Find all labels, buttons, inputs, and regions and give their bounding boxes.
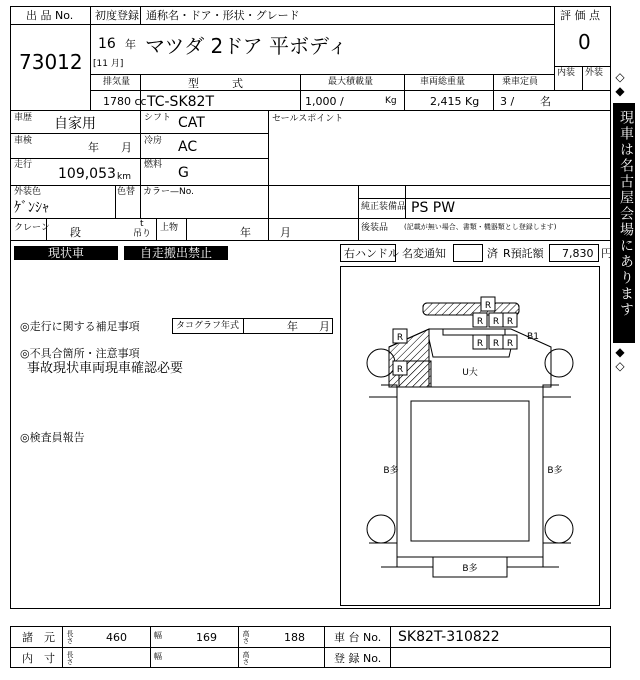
mileage-value: 109,053 — [58, 166, 116, 182]
upper-year: 年 — [240, 226, 251, 239]
interior-rating-label: 内装 — [557, 68, 576, 78]
interior-height-label: 高さ — [242, 651, 250, 665]
damage-mark-b-right: B多 — [547, 466, 563, 476]
lot-label: 出 品 No. — [26, 9, 74, 22]
mileage-unit: km — [117, 172, 131, 182]
rating-value: 0 — [578, 30, 591, 54]
chassis-label: 車 台 No. — [334, 631, 382, 644]
defects-text: 事故現状車両現車確認必要 — [27, 361, 184, 376]
model-label: 型 式 — [188, 77, 243, 90]
fuel-value: G — [178, 165, 189, 181]
history-label: 車歴 — [14, 113, 33, 123]
equipment-value: PS PW — [411, 200, 456, 216]
interior-width-label: 幅 — [154, 652, 162, 661]
length-label: 長さ — [66, 630, 74, 644]
name-change-box — [453, 244, 483, 262]
reg-year-unit: 年 — [125, 38, 136, 51]
rhd-label: 右ハンドル — [344, 247, 399, 260]
damage-mark-u-large: U大 — [462, 368, 478, 378]
name-change-label: 名変通知 — [402, 247, 446, 260]
inspection-month: 月 — [121, 141, 132, 154]
width-value: 169 — [196, 631, 217, 644]
accessories-label: 後装品 — [361, 223, 389, 233]
inspector-report-label: ◎検査員報告 — [20, 431, 85, 444]
side-banner-text: 現車は名古屋会場にあります — [618, 110, 634, 318]
gross-weight-value: 2,415 Kg — [430, 95, 480, 108]
current-status-badge: 現状車 — [14, 246, 118, 260]
equipment-label: 純正装備品 — [361, 202, 407, 212]
sales-points-label: セールスポイント — [272, 114, 344, 124]
shift-label: シフト — [144, 113, 172, 123]
crane-label: クレーン — [14, 223, 50, 233]
reserve-label: R預託額 — [503, 247, 544, 260]
registration-label: 登 録 No. — [334, 652, 382, 665]
ext-color-label: 外装色 — [14, 187, 42, 197]
car-name: マツダ 2ドア 平ボディ — [145, 34, 348, 58]
crane-ton: t — [140, 219, 144, 229]
tachograph-year: 年 — [287, 320, 298, 333]
tachograph-label: タコグラフ年式 — [176, 321, 240, 331]
specs-label: 諸 元 — [22, 631, 55, 644]
max-load-label: 最大積載量 — [328, 77, 374, 87]
ac-value: AC — [178, 139, 198, 155]
length-value: 460 — [106, 631, 127, 644]
damage-mark-r: R — [492, 317, 500, 327]
displacement-value: 1780 cc — [103, 95, 147, 108]
history-value: 自家用 — [54, 116, 96, 132]
inspection-year: 年 — [88, 141, 99, 154]
damage-mark-r: R — [506, 317, 514, 327]
driving-notes-label: ◎走行に関する補足事項 — [20, 320, 140, 333]
damage-mark-r: R — [476, 317, 484, 327]
damage-mark-r: R — [396, 333, 404, 343]
damage-mark-b-left: B多 — [383, 466, 399, 476]
tachograph-month: 月 — [319, 320, 330, 333]
no-self-drive-badge: 自走搬出禁止 — [124, 246, 228, 260]
damage-mark-b1: B1 — [527, 332, 539, 342]
height-label: 高さ — [242, 630, 250, 644]
color-code-label: カラー—No. — [143, 187, 194, 197]
mileage-label: 走行 — [14, 160, 33, 170]
ext-color-value: ｹﾞﾝｼｬ — [14, 200, 49, 216]
reserve-value: 7,830 — [562, 247, 594, 260]
interior-dim-label: 内 寸 — [22, 652, 55, 665]
width-label: 幅 — [154, 631, 162, 640]
gross-weight-label: 車両総重量 — [420, 77, 466, 87]
exterior-rating-label: 外装 — [585, 68, 604, 78]
side-banner-top: ◇◆ — [613, 70, 627, 98]
rating-label: 評 価 点 — [560, 9, 600, 22]
reg-month: [11 月] — [93, 59, 124, 69]
accessories-note: (記載が無い場合、書類・機器類とし登録します) — [404, 223, 557, 231]
height-value: 188 — [284, 631, 305, 644]
capacity-label: 乗車定員 — [502, 77, 539, 87]
capacity-unit: 名 — [540, 95, 551, 108]
max-load-unit: Kg — [385, 96, 397, 106]
capacity-value: 3 / — [500, 95, 515, 108]
upper-label: 上物 — [160, 223, 179, 233]
reg-year: 16 — [98, 36, 116, 52]
damage-mark-r: R — [476, 339, 484, 349]
inspection-label: 車検 — [14, 136, 33, 146]
displacement-label: 排気量 — [103, 77, 131, 87]
interior-length-label: 長さ — [66, 651, 74, 665]
title-label: 通称名・ドア・形状・グレード — [146, 9, 300, 22]
reserve-unit: 円 — [601, 247, 612, 260]
color-change-label: 色替 — [117, 187, 136, 197]
model-value: TC-SK82T — [147, 94, 214, 110]
upper-month: 月 — [280, 226, 291, 239]
chassis-value: SK82T-310822 — [398, 629, 500, 645]
defects-label: ◎不具合箇所・注意事項 — [20, 347, 140, 360]
damage-mark-r: R — [484, 301, 492, 311]
side-banner-bottom: ◆◇ — [613, 345, 627, 373]
truck-diagram — [341, 267, 599, 605]
damage-mark-b-bottom: B多 — [462, 564, 478, 574]
max-load-value: 1,000 / — [305, 95, 344, 108]
lot-number: 73012 — [19, 50, 83, 74]
damage-mark-r: R — [506, 339, 514, 349]
checkmark-label: 済 — [487, 247, 498, 260]
first-reg-label: 初度登録 — [95, 9, 139, 22]
ac-label: 冷房 — [144, 136, 163, 146]
damage-mark-r: R — [396, 365, 404, 375]
fuel-label: 燃料 — [144, 160, 163, 170]
damage-mark-r: R — [492, 339, 500, 349]
shift-value: CAT — [178, 115, 205, 131]
crane-stage: 段 — [70, 226, 81, 239]
crane-hang: 吊り — [133, 229, 152, 239]
